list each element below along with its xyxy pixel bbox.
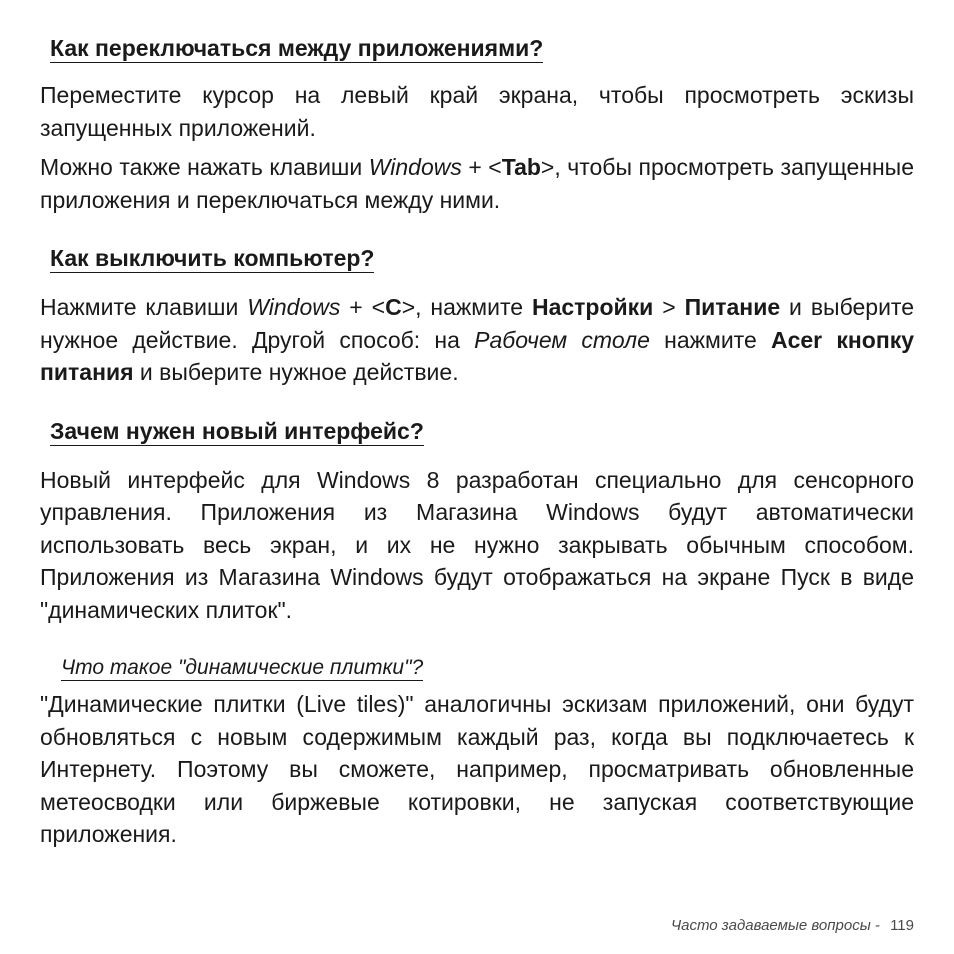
text-span: + <	[340, 294, 386, 320]
page-number: 119	[890, 917, 914, 934]
desktop-term: Рабочем столе	[474, 326, 650, 353]
text-new-interface: Новый интерфейс для Windows 8 разработан специально для сенсорного управления. Приложения из Магазина Windows будут автоматически использовать весь экран, и их не нужно закрывать обычным способом. Приложения из Магазина Windows будут отображаться на экране Пуск в виде "динамических плиток".	[40, 466, 914, 623]
heading-new-interface	[40, 417, 914, 445]
paragraph-switch-apps-2	[40, 151, 914, 216]
paragraph-new-interface	[40, 464, 914, 627]
acer-power-button-term: Acer кнопку питания	[40, 326, 915, 385]
key-windows: Windows	[247, 294, 341, 320]
text-switch-apps-1: Переместите курсор на левый край экрана, чтобы просмотреть эскизы запущенных приложений.	[40, 82, 914, 141]
footer-section-label: Часто задаваемые вопросы -	[671, 917, 885, 934]
text-span: Нажмите клавиши	[40, 294, 248, 320]
text-span: нажмите	[649, 326, 771, 353]
paragraph-shutdown	[40, 291, 914, 389]
heading-switch-apps-text: Как переключаться между приложениями?	[50, 35, 544, 61]
text-span: >, нажмите	[401, 294, 532, 320]
text-span: и выберите нужное действие. Другой способ: на	[40, 294, 914, 353]
text-span: Можно также нажать клавиши	[40, 154, 369, 180]
text-span: + <	[461, 154, 502, 180]
heading-switch-apps	[40, 34, 914, 62]
key-c: C	[385, 294, 402, 320]
page-footer	[671, 917, 914, 934]
paragraph-live-tiles	[40, 688, 914, 851]
menu-settings: Настройки	[531, 294, 654, 320]
page-content	[40, 0, 914, 851]
text-span: >	[653, 294, 685, 320]
paragraph-switch-apps-1	[40, 79, 914, 144]
heading-new-interface-text: Зачем нужен новый интерфейс?	[50, 417, 424, 444]
subheading-live-tiles	[40, 654, 914, 682]
text-span: и выберите нужное действие.	[133, 359, 459, 385]
key-tab: Tab	[501, 154, 541, 180]
menu-power: Питание	[684, 294, 781, 320]
heading-shutdown	[40, 244, 914, 272]
text-span: >, чтобы просмотреть запущенные приложения и переключаться между ними.	[40, 154, 914, 213]
subheading-live-tiles-text: Что такое "динамические плитки"?	[61, 656, 424, 679]
text-live-tiles: "Динамические плитки (Live tiles)" аналогичны эскизам приложений, они будут обновляться с новым содержимым каждый раз, когда вы подключаетесь к Интернету. Поэтому вы сможете, например, просматривать обновленные метеосводки или биржевые котировки, не запуская соответствующие приложения.	[40, 691, 914, 847]
heading-shutdown-text: Как выключить компьютер?	[50, 245, 375, 271]
key-windows: Windows	[368, 154, 462, 180]
